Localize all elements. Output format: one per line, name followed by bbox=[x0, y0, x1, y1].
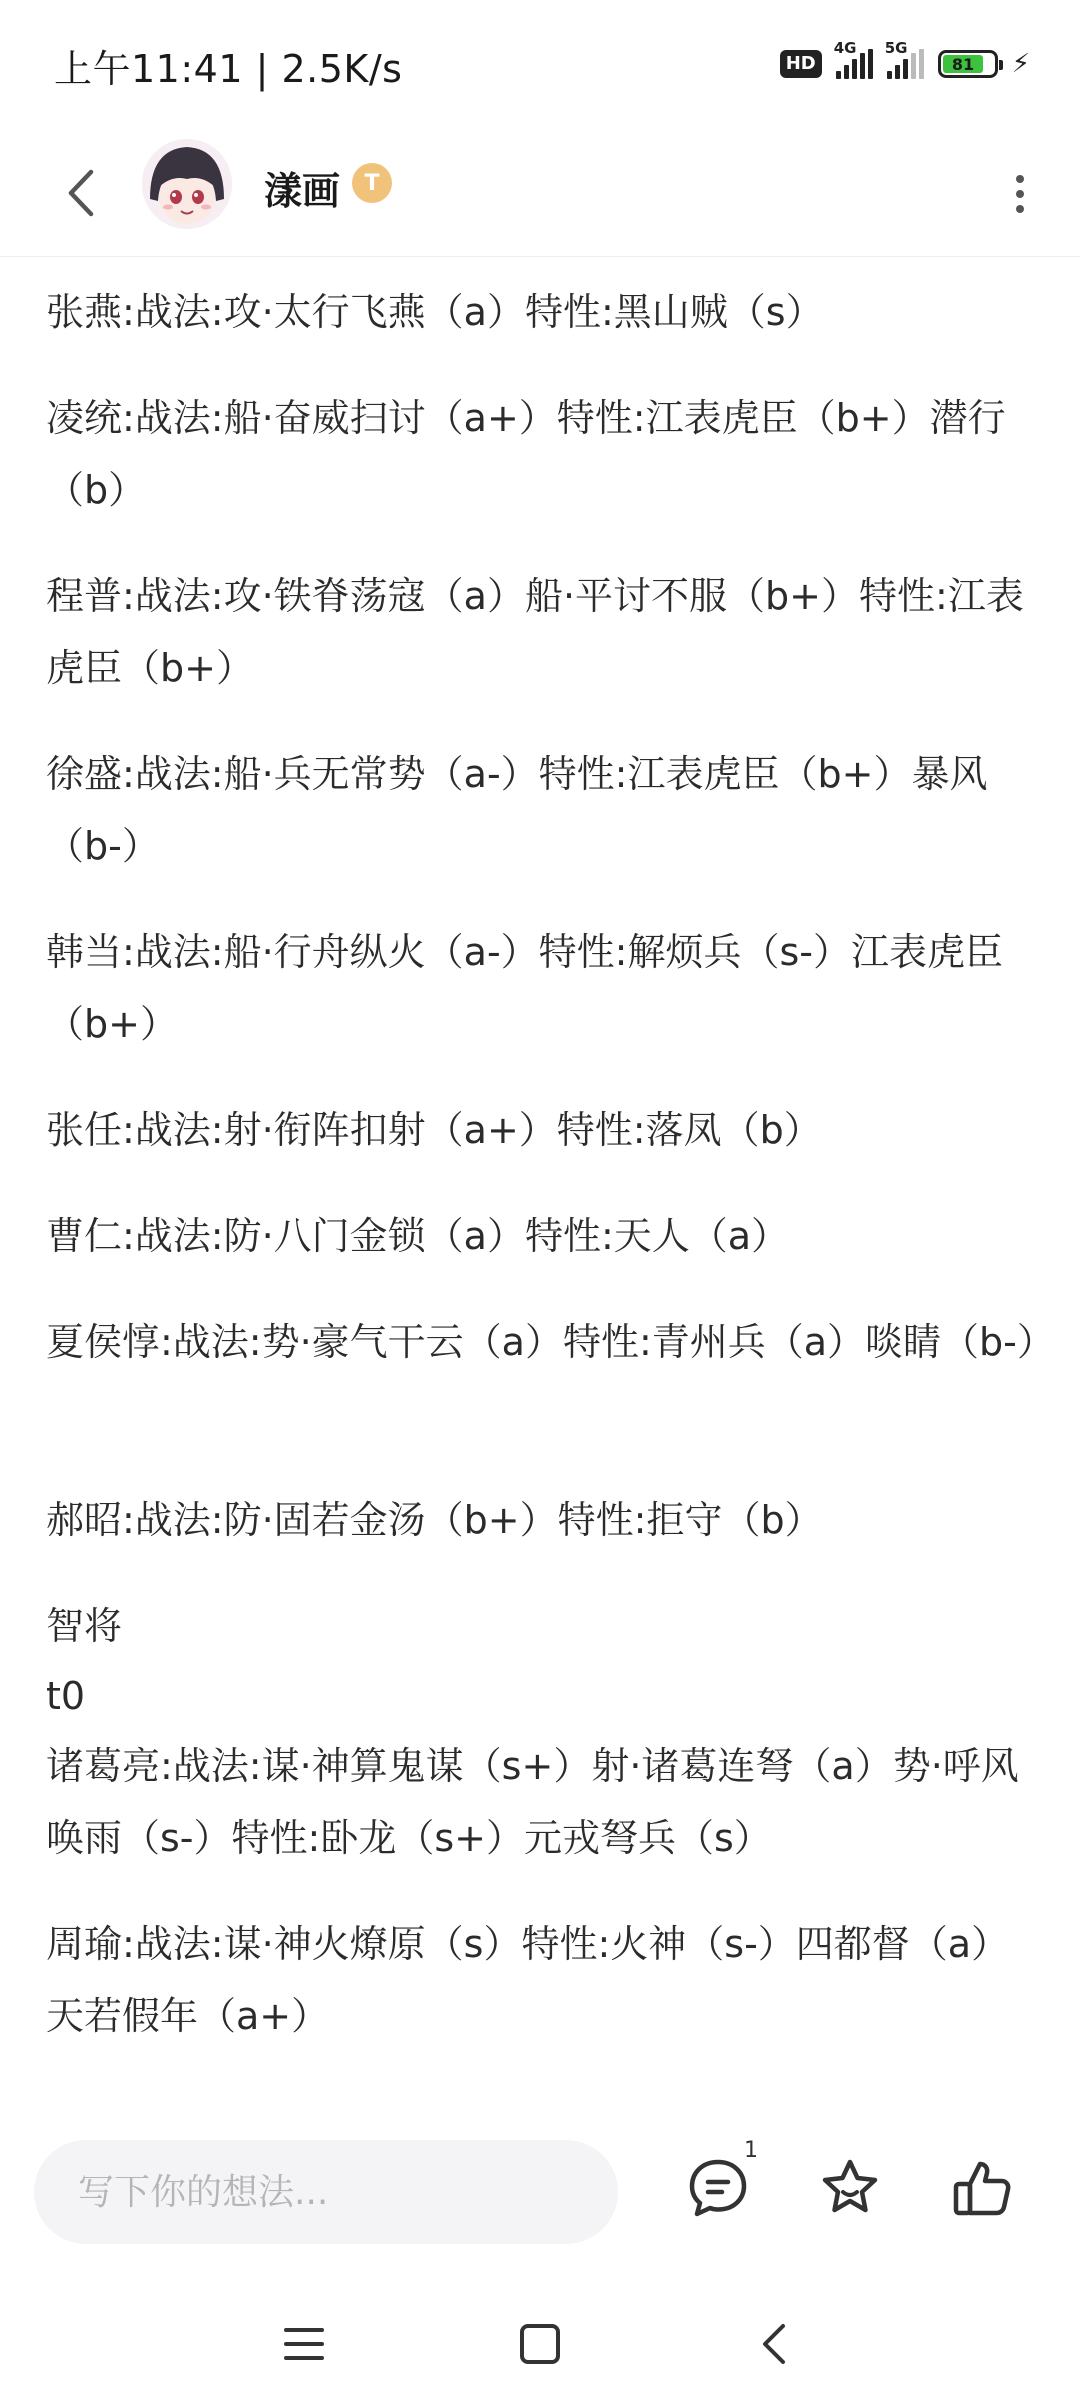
avatar[interactable] bbox=[142, 139, 232, 229]
like-button[interactable] bbox=[942, 2148, 1022, 2228]
comment-icon bbox=[686, 2156, 750, 2220]
thumbs-up-icon bbox=[950, 2156, 1014, 2220]
back-button[interactable] bbox=[50, 158, 110, 228]
post-paragraph: 程普:战法:攻·铁脊荡寇（a）船·平讨不服（b+）特性:江表虎臣（b+） bbox=[46, 574, 1024, 690]
battery-icon bbox=[938, 50, 998, 78]
post-header bbox=[0, 130, 1080, 257]
net-5g-label: 5G bbox=[884, 39, 908, 57]
avatar-image bbox=[142, 139, 232, 229]
comment-count: 1 bbox=[744, 2138, 758, 2163]
chevron-left-icon bbox=[65, 168, 95, 218]
post-content bbox=[0, 256, 1080, 2106]
more-dot-icon bbox=[1016, 190, 1024, 198]
post-paragraph: 凌统:战法:船·奋威扫讨（a+）特性:江表虎臣（b+）潜行（b） bbox=[46, 396, 1006, 512]
favorite-button[interactable] bbox=[810, 2148, 890, 2228]
post-paragraph: 周瑜:战法:谋·神火燎原（s）特性:火神（s-）四都督（a）天若假年（a+） bbox=[46, 1922, 1010, 2038]
battery-level: 81 bbox=[943, 55, 984, 73]
menu-nav-button[interactable] bbox=[264, 2304, 344, 2384]
system-nav-bar bbox=[0, 2280, 1080, 2400]
hd-badge: HD bbox=[780, 50, 822, 78]
level-badge: T bbox=[352, 163, 392, 203]
back-triangle-icon bbox=[759, 2322, 789, 2366]
more-dot-icon bbox=[1016, 175, 1024, 183]
comment-input[interactable] bbox=[34, 2140, 618, 2244]
menu-icon bbox=[282, 2324, 326, 2364]
signal-5g-icon bbox=[884, 39, 924, 79]
tier-label: t0 bbox=[46, 1674, 86, 1718]
net-4g-label: 4G bbox=[833, 39, 857, 57]
post-paragraph: 诸葛亮:战法:谋·神算鬼谋（s+）射·诸葛连弩（a）势·呼风唤雨（s-）特性:卧龙（s+）元戎弩兵（s） bbox=[46, 1744, 1019, 1860]
charging-icon: ⚡ bbox=[1011, 49, 1030, 79]
post-paragraph: 韩当:战法:船·行舟纵火（a-）特性:解烦兵（s-）江表虎臣（b+） bbox=[46, 930, 1003, 1046]
post-paragraph: 郝昭:战法:防·固若金汤（b+）特性:拒守（b） bbox=[46, 1498, 823, 1542]
status-icons bbox=[780, 39, 1030, 84]
post-paragraph: 张燕:战法:攻·太行飞燕（a）特性:黑山贼（s） bbox=[46, 290, 824, 334]
status-time-speed: 上午11:41 | 2.5K/s bbox=[54, 47, 403, 91]
content-fade bbox=[0, 2040, 1080, 2110]
status-bar bbox=[0, 0, 1080, 130]
post-paragraph: 徐盛:战法:船·兵无常势（a-）特性:江表虎臣（b+）暴风（b-） bbox=[46, 752, 988, 868]
back-nav-button[interactable] bbox=[734, 2304, 814, 2384]
action-bar bbox=[0, 2110, 1080, 2280]
section-heading: 智将 bbox=[46, 1604, 123, 1648]
signal-4g-icon bbox=[833, 39, 873, 79]
post-paragraph: 夏侯惇:战法:势·豪气干云（a）特性:青州兵（a）啖睛（b-） bbox=[46, 1320, 1055, 1364]
post-paragraph: 曹仁:战法:防·八门金锁（a）特性:天人（a） bbox=[46, 1214, 790, 1258]
author-name[interactable]: 漾画 bbox=[264, 169, 341, 213]
star-icon bbox=[818, 2156, 882, 2220]
more-dot-icon bbox=[1016, 205, 1024, 213]
more-options-button[interactable] bbox=[1000, 164, 1040, 224]
home-nav-button[interactable] bbox=[500, 2304, 580, 2384]
home-square-icon bbox=[518, 2322, 562, 2366]
post-paragraph: 张任:战法:射·衔阵扣射（a+）特性:落凤（b） bbox=[46, 1108, 822, 1152]
